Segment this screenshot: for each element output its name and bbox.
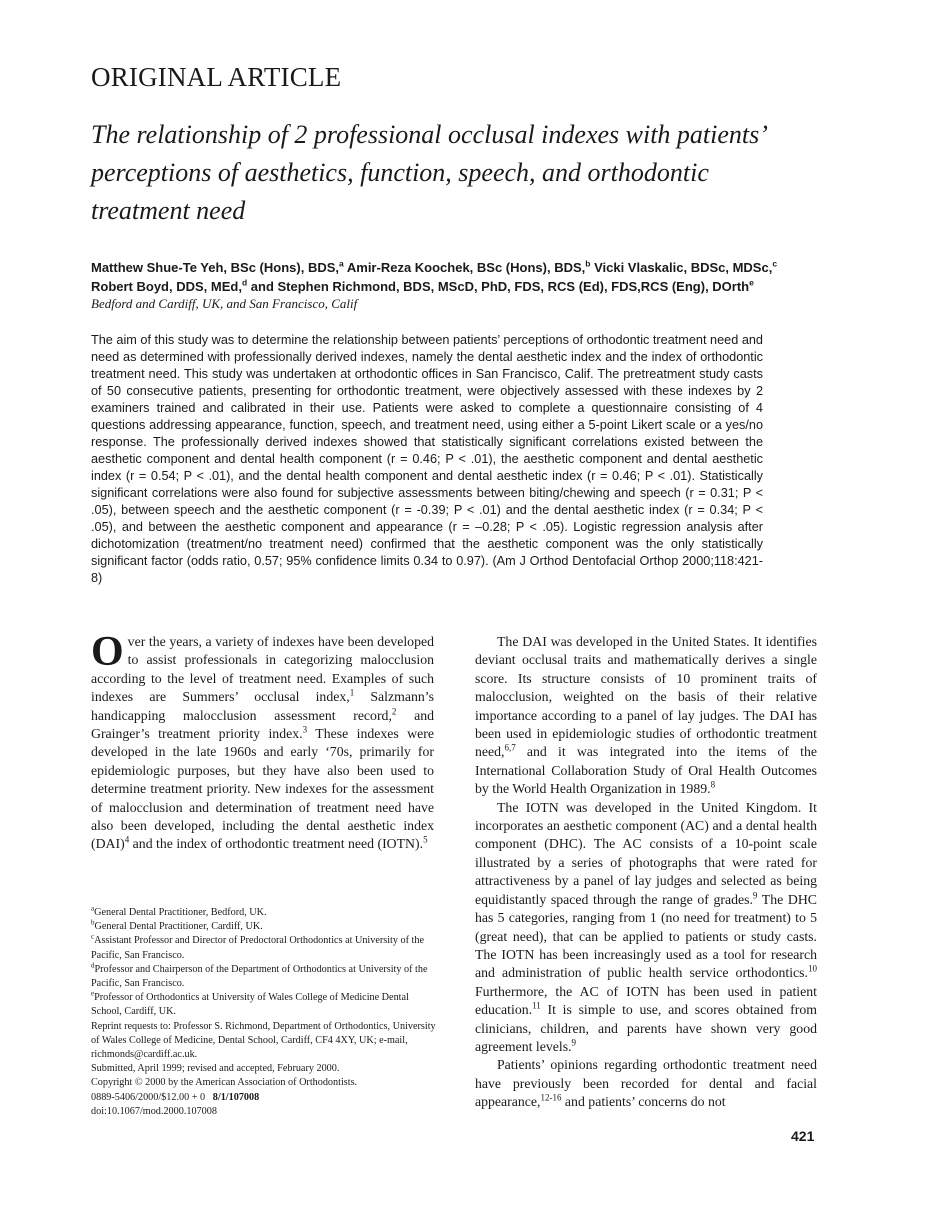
footnote-text: Assistant Professor and Director of Predoctoral Orthodontics at University of the Pacific, San Francisco. <box>91 935 424 961</box>
affiliation: Bedford and Cardiff, UK, and San Francisco, Calif <box>91 296 358 311</box>
body-paragraph <box>91 629 434 854</box>
reference-mark: 3 <box>302 724 308 735</box>
page-number: 421 <box>791 1128 815 1144</box>
body-column-right <box>475 633 817 1112</box>
footnote-mark: a <box>91 904 95 913</box>
text-run: Salzmann’s handicapping malocclusion assessment record, <box>91 689 434 723</box>
body-paragraph <box>475 1056 817 1111</box>
issn-code: 8/1/107008 <box>212 1091 260 1103</box>
footnotes <box>91 906 436 1119</box>
author-name: Stephen Richmond, BDS, MScD, PhD, FDS, RCS (Ed), FDS,RCS (Eng), DOrth <box>277 279 750 294</box>
body-paragraph <box>475 799 817 1057</box>
reference-mark: 8 <box>710 779 716 790</box>
footnote <box>91 963 436 991</box>
text-run: and patients’ concerns do not <box>561 1094 726 1110</box>
reference-mark: 6,7 <box>504 742 516 753</box>
reference-mark: 9 <box>571 1037 577 1048</box>
issn: 0889-5406/2000/$12.00 + 0 <box>91 1091 206 1103</box>
text-run: The DAI was developed in the United States. It identifies deviant occlusal traits and mathematically derives a single score. Its structure consists of 10 prominent traits of malocclusion, weighted on the basis of their relative importance according to a panel of lay judges. The DAI has been used in epidemiologic studies of orthodontic treatment need, <box>475 634 817 760</box>
reference-mark: 12-16 <box>540 1092 562 1103</box>
text-run: and Grainger’s treatment priority index. <box>91 707 434 742</box>
author-affiliation-mark: d <box>241 277 248 288</box>
text-run: ver the years, a variety of indexes have been developed to assist professionals in categorizing malocclusion according to the level of treatment need. Examples of such indexes are Summers’ occlusal index, <box>91 634 434 705</box>
text-run: The IOTN was developed in the United Kingdom. It incorporates an aesthetic component (AC) and a dental health component (DHC). The AC consists of a 10-point scale illustrated by a series of photographs that were rated for attractiveness by a panel of lay judges and selected as being equidistantly spaced through the range of grades. <box>475 799 817 907</box>
text-run: Patients’ opinions regarding orthodontic treatment need have previously been recorded for dental and facial appearance, <box>475 1057 817 1110</box>
text-run: and the index of orthodontic treatment need (IOTN). <box>129 836 424 852</box>
footnote <box>91 906 436 920</box>
text-run: Furthermore, the AC of IOTN has been used in patient education. <box>475 983 817 1018</box>
text-run: It is simple to use, and scores obtained from clinicians, children, and parents have shown very good agreement levels. <box>475 1002 817 1054</box>
footnote-mark: d <box>91 961 95 970</box>
author-separator: and <box>247 279 278 294</box>
reference-mark: 11 <box>532 1000 541 1011</box>
author-affiliation-mark: e <box>749 277 754 288</box>
body-paragraph <box>475 633 817 799</box>
footnote-mark: c <box>91 933 95 942</box>
footnote-text: Professor and Chairperson of the Department of Orthodontics at University of the Pacific, San Francisco. <box>91 963 428 990</box>
reference-mark: 5 <box>423 834 428 845</box>
drop-cap: O <box>91 629 124 675</box>
author-affiliation-mark: a <box>339 258 344 269</box>
author-list <box>91 258 831 296</box>
reference-mark: 10 <box>808 963 817 974</box>
footnote-mark: e <box>91 989 95 998</box>
section-label: ORIGINAL ARTICLE <box>91 62 342 92</box>
footnote <box>91 991 436 1019</box>
author-name: Matthew Shue-Te Yeh, BSc (Hons), BDS, <box>91 260 339 275</box>
author-name: Amir-Reza Koochek, BSc (Hons), BDS, <box>346 260 586 275</box>
doi-link[interactable]: doi:10.1067/mod.2000.107008 <box>91 1105 217 1117</box>
footnote-text: General Dental Practitioner, Bedford, UK. <box>94 907 267 918</box>
issn-note <box>91 1091 436 1105</box>
footnote <box>91 934 436 962</box>
abstract: The aim of this study was to determine the relationship between patients’ perceptions of orthodontic treatment need and need as determined with professionally derived indexes, namely the dental aesthetic index and the index of orthodontic treatment need. This study was undertaken at orthodontic offices in San Francisco, Calif. The pretreatment study casts of 50 consecutive patients, presenting for orthodontic treatment, were objectively assessed with these indexes by 2 examiners trained and calibrated in their use. Patients were asked to complete a questionnaire consisting of 4 questions addressing appearance, function, speech, and treatment need, using either a 5-point Likert scale or a yes/no response. The professionally derived indexes showed that statistically significant correlations existed between the aesthetic component and dental health component (r = 0.46; P < .01), the aesthetic component and dental aesthetic index (r = 0.54; P < .01), and the dental health component and dental aesthetic index (r = 0.46; P < .01). Statistically significant correlations were also found for subjective assessments between biting/chewing and speech (r = 0.31; P < .05), between speech and the aesthetic component (r = -0.39; P < .01) and the dental aesthetic index (r = 0.34; P < .05), and between the aesthetic component and appearance (r = –0.28; P < .05). Logistic regression analysis after dichotomization (treatment/no treatment need) confirmed that the aesthetic component was the only statistically significant factor (odds ratio, 0.57; 95% confidence limits 0.34 to 0.97). (Am J Orthod Dentofacial Orthop 2000;118:421-8) <box>91 333 763 585</box>
footnote-mark: b <box>91 918 95 927</box>
text-run: These indexes were developed in the late 1960s and early ‘70s, primarily for epidemiologic purposes, but they have also been used to determine treatment priority. New indexes for the assessment of malocclusion and determination of treatment need have also been developed, including the dental aesthetic index (DAI) <box>91 726 434 852</box>
author-affiliation-mark: c <box>772 258 778 269</box>
reprint-note: Reprint requests to: Professor S. Richmond, Department of Orthodontics, University of Wales College of Medicine, Dental School, Cardiff, CF4 4XY, UK; e-mail, richmonds@cardiff.ac.uk. <box>91 1020 436 1061</box>
copyright-note: Copyright © 2000 by the American Association of Orthodontists. <box>91 1077 358 1089</box>
author-name: Vicki Vlaskalic, BDSc, MDSc, <box>594 260 773 275</box>
body-column-left <box>91 629 434 854</box>
reference-mark: 1 <box>349 687 355 698</box>
submission-note: Submitted, April 1999; revised and accepted, February 2000. <box>91 1063 340 1075</box>
reference-mark: 4 <box>124 834 130 845</box>
article-title: The relationship of 2 professional occlusal indexes with patients’ perceptions of aesthetics, function, speech, and orthodontic treatment need <box>91 120 766 225</box>
reference-mark: 2 <box>391 706 397 717</box>
author-name: Robert Boyd, DDS, MEd, <box>91 279 242 294</box>
affiliation-footnotes <box>91 906 436 1020</box>
footnote-text: Professor of Orthodontics at University of Wales College of Medicine Dental School, Cardiff, UK. <box>91 992 409 1018</box>
reference-mark: 9 <box>752 890 758 901</box>
footnote-text: General Dental Practitioner, Cardiff, UK. <box>94 921 263 933</box>
footnote <box>91 920 436 934</box>
text-run: and it was integrated into the items of the International Collaboration Study of Oral Health Outcomes by the World Health Organization in 1989. <box>475 744 817 797</box>
author-affiliation-mark: b <box>585 258 591 269</box>
text-run: The DHC has 5 categories, ranging from 1 (no need for treatment) to 5 (great need), that can be applied to patients or study casts. The IOTN has been increasingly used as a tool for research and administration of public health service orthodontics. <box>475 891 817 981</box>
